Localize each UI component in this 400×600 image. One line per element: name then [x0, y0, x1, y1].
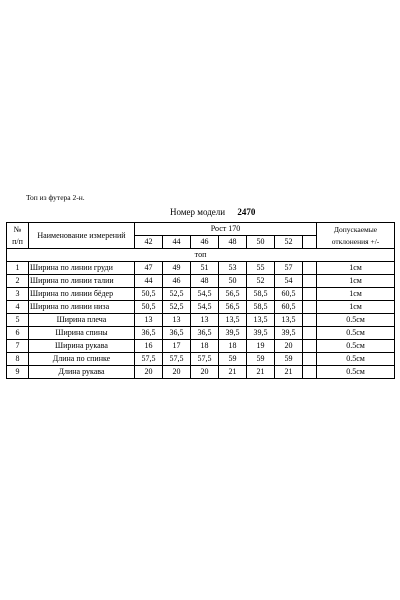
row-value-cell: 36,5	[191, 327, 219, 340]
row-value-cell: 60,5	[275, 288, 303, 301]
row-value-cell: 52,5	[163, 301, 191, 314]
row-tolerance-cell: 0.5см	[317, 353, 395, 366]
table-row	[7, 301, 395, 314]
row-value-cell: 57,5	[163, 353, 191, 366]
row-name-cell: Ширина плеча	[29, 314, 135, 327]
header-tolerance-line2: отклонения +/-	[331, 236, 380, 246]
row-value-cell: 19	[247, 340, 275, 353]
row-value-cell: 58,5	[247, 288, 275, 301]
row-value-cell: 57,5	[191, 353, 219, 366]
row-value-cell: 59	[247, 353, 275, 366]
row-value-cell: 57	[275, 262, 303, 275]
table-header-row	[7, 223, 395, 236]
header-number-cell	[7, 223, 29, 249]
row-value-cell: 21	[275, 366, 303, 379]
model-line	[170, 206, 255, 218]
row-value-cell: 13	[135, 314, 163, 327]
row-value-cell: 13	[191, 314, 219, 327]
section-row	[7, 249, 395, 262]
row-value-cell: 18	[191, 340, 219, 353]
row-tolerance-cell: 1см	[317, 288, 395, 301]
row-name-cell: Длина по спинке	[29, 353, 135, 366]
size-cell: 44	[163, 236, 191, 249]
model-label: Номер модели	[170, 207, 226, 217]
row-tolerance-cell: 0.5см	[317, 327, 395, 340]
row-value-cell: 13,5	[275, 314, 303, 327]
row-name-cell: Ширина по линии низа	[29, 301, 135, 314]
table-row	[7, 366, 395, 379]
table-row	[7, 288, 395, 301]
row-spacer-cell	[303, 262, 317, 275]
row-value-cell: 52,5	[163, 288, 191, 301]
row-value-cell: 48	[191, 275, 219, 288]
size-cell: 48	[219, 236, 247, 249]
row-value-cell: 54	[275, 275, 303, 288]
row-tolerance-cell: 0.5см	[317, 314, 395, 327]
row-value-cell: 36,5	[135, 327, 163, 340]
header-number-line2: п/п	[12, 236, 23, 246]
row-number-cell: 2	[7, 275, 29, 288]
row-number-cell: 7	[7, 340, 29, 353]
row-number-cell: 3	[7, 288, 29, 301]
row-value-cell: 55	[247, 262, 275, 275]
table-row	[7, 262, 395, 275]
row-value-cell: 50,5	[135, 288, 163, 301]
row-value-cell: 13,5	[247, 314, 275, 327]
header-number-line1: №	[13, 224, 22, 234]
row-value-cell: 47	[135, 262, 163, 275]
row-spacer-cell	[303, 314, 317, 327]
size-cell: 46	[191, 236, 219, 249]
table-row	[7, 327, 395, 340]
size-spacer-cell	[303, 236, 317, 249]
row-value-cell: 21	[219, 366, 247, 379]
row-number-cell: 8	[7, 353, 29, 366]
row-tolerance-cell: 0.5см	[317, 366, 395, 379]
row-value-cell: 18	[219, 340, 247, 353]
table-row	[7, 314, 395, 327]
row-number-cell: 5	[7, 314, 29, 327]
row-spacer-cell	[303, 301, 317, 314]
row-value-cell: 56,5	[219, 288, 247, 301]
row-tolerance-cell: 1см	[317, 275, 395, 288]
table-row	[7, 353, 395, 366]
row-spacer-cell	[303, 327, 317, 340]
row-value-cell: 58,5	[247, 301, 275, 314]
row-value-cell: 57,5	[135, 353, 163, 366]
row-name-cell: Длина рукава	[29, 366, 135, 379]
measurement-table	[6, 222, 395, 379]
row-tolerance-cell: 0.5см	[317, 340, 395, 353]
row-value-cell: 20	[191, 366, 219, 379]
row-name-cell: Ширина по линии бёдер	[29, 288, 135, 301]
row-number-cell: 4	[7, 301, 29, 314]
row-value-cell: 39,5	[219, 327, 247, 340]
row-value-cell: 36,5	[163, 327, 191, 340]
model-number: 2470	[237, 207, 256, 217]
row-value-cell: 20	[275, 340, 303, 353]
row-value-cell: 52	[247, 275, 275, 288]
row-value-cell: 16	[135, 340, 163, 353]
size-cell: 52	[275, 236, 303, 249]
row-value-cell: 17	[163, 340, 191, 353]
row-value-cell: 20	[163, 366, 191, 379]
row-value-cell: 56,5	[219, 301, 247, 314]
row-value-cell: 54,5	[191, 288, 219, 301]
row-number-cell: 1	[7, 262, 29, 275]
row-value-cell: 44	[135, 275, 163, 288]
row-name-cell: Ширина рукава	[29, 340, 135, 353]
row-spacer-cell	[303, 353, 317, 366]
row-value-cell: 46	[163, 275, 191, 288]
row-spacer-cell	[303, 275, 317, 288]
row-spacer-cell	[303, 366, 317, 379]
row-number-cell: 6	[7, 327, 29, 340]
row-name-cell: Ширина по линии груди	[29, 262, 135, 275]
header-name-cell: Наименование измерений	[29, 223, 135, 249]
table-row	[7, 340, 395, 353]
row-value-cell: 13,5	[219, 314, 247, 327]
section-label: топ	[7, 249, 395, 262]
row-value-cell: 39,5	[275, 327, 303, 340]
row-tolerance-cell: 1см	[317, 262, 395, 275]
row-spacer-cell	[303, 340, 317, 353]
header-tolerance-cell	[317, 223, 395, 249]
row-value-cell: 59	[275, 353, 303, 366]
document-caption: Топ из футера 2-н.	[26, 193, 85, 202]
row-value-cell: 13	[163, 314, 191, 327]
row-value-cell: 20	[135, 366, 163, 379]
row-value-cell: 53	[219, 262, 247, 275]
row-value-cell: 39,5	[247, 327, 275, 340]
row-value-cell: 50	[219, 275, 247, 288]
size-cell: 42	[135, 236, 163, 249]
row-value-cell: 49	[163, 262, 191, 275]
table-row	[7, 275, 395, 288]
row-value-cell: 60,5	[275, 301, 303, 314]
row-value-cell: 51	[191, 262, 219, 275]
row-spacer-cell	[303, 288, 317, 301]
row-value-cell: 54,5	[191, 301, 219, 314]
size-cell: 50	[247, 236, 275, 249]
row-value-cell: 50,5	[135, 301, 163, 314]
row-name-cell: Ширина спины	[29, 327, 135, 340]
header-tolerance-line1: Допускаемые	[333, 224, 378, 234]
row-name-cell: Ширина по линии талии	[29, 275, 135, 288]
row-number-cell: 9	[7, 366, 29, 379]
header-height-cell: Рост 170	[135, 223, 317, 236]
row-tolerance-cell: 1см	[317, 301, 395, 314]
row-value-cell: 59	[219, 353, 247, 366]
row-value-cell: 21	[247, 366, 275, 379]
